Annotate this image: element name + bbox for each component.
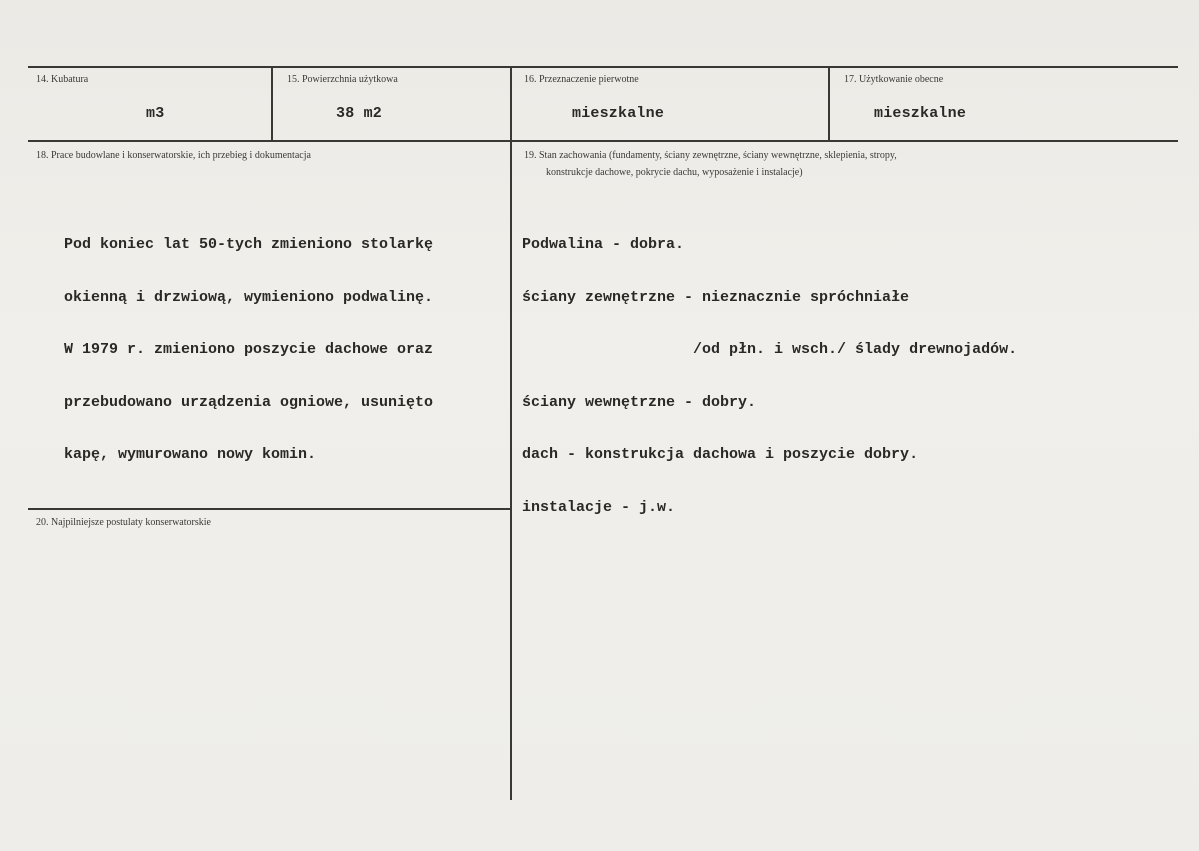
field-16-value: mieszkalne [572, 105, 665, 122]
section-18-line: kapę, wymurowano nowy komin. [64, 446, 317, 463]
field-14-label: 14. Kubatura [36, 74, 89, 85]
section-19-line: ściany zewnętrzne - nieznacznie spróchniałe [522, 288, 910, 306]
section-18-bottom-rule [28, 508, 512, 510]
section-20-label: 20. Najpilniejsze postulaty konserwatorskie [36, 517, 211, 528]
field-17-value: mieszkalne [874, 105, 967, 122]
section-19-line: Podwalina - dobra. [522, 236, 685, 253]
section-19-line: ściany wewnętrzne - dobry. [522, 393, 757, 411]
section-18-line: Pod koniec lat 50-tych zmieniono stolarkę [64, 236, 434, 253]
field-15-value: 38 m2 [336, 105, 383, 122]
fields-bottom-rule [28, 140, 1178, 142]
section-19-line: dach - konstrukcja dachowa i poszycie dobry. [522, 446, 919, 463]
section-19-label-line1: 19. Stan zachowania (fundamenty, ściany zewnętrzne, ściany wewnętrzne, sklepienia, stropy, [524, 150, 897, 161]
divider-14-15 [271, 66, 273, 142]
divider-center [510, 66, 512, 800]
divider-16-17 [828, 66, 830, 142]
section-19-text [522, 201, 1017, 551]
field-16-label: 16. Przeznaczenie pierwotne [524, 74, 639, 85]
top-rule [28, 66, 1178, 68]
section-18-line: W 1979 r. zmieniono poszycie dachowe oraz [64, 341, 434, 358]
section-19-label-line2: konstrukcje dachowe, pokrycie dachu, wyposażenie i instalacje) [546, 167, 803, 178]
section-18-line: okienną i drzwiową, wymieniono podwalinę. [64, 288, 434, 306]
section-18-line: przebudowano urządzenia ogniowe, usunięto [64, 393, 434, 411]
field-14-value: m3 [146, 105, 165, 122]
field-17-label: 17. Użytkowanie obecne [844, 74, 944, 85]
field-15-label: 15. Powierzchnia użytkowa [287, 74, 398, 85]
section-18-text [64, 201, 433, 499]
section-18-label: 18. Prace budowlane i konserwatorskie, ich przebieg i dokumentacja [36, 150, 311, 161]
section-19-line: /od płn. i wsch./ ślady drewnojadów. [522, 341, 1018, 358]
section-19-line: instalacje - j.w. [522, 498, 676, 516]
